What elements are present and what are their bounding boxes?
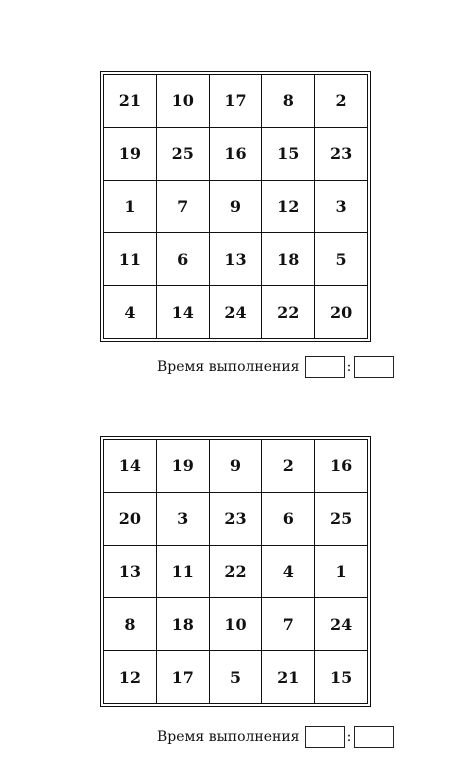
table-row xyxy=(104,286,368,339)
table-cell: 2 xyxy=(262,440,315,493)
table-cell: 21 xyxy=(262,651,315,704)
completion-time-label: Время выполнения xyxy=(157,359,300,375)
table-cell: 12 xyxy=(262,180,315,233)
table-cell: 6 xyxy=(262,492,315,545)
table-cell: 6 xyxy=(156,233,209,286)
table-cell: 19 xyxy=(156,440,209,493)
table-cell: 1 xyxy=(315,545,368,598)
completion-time-1 xyxy=(157,355,394,379)
table-cell: 9 xyxy=(209,180,262,233)
seconds-field[interactable] xyxy=(354,726,394,748)
table-cell: 5 xyxy=(209,651,262,704)
table-cell: 18 xyxy=(156,598,209,651)
table-cell: 5 xyxy=(315,233,368,286)
number-grid-2 xyxy=(103,439,368,704)
table-cell: 18 xyxy=(262,233,315,286)
time-separator: : xyxy=(346,359,352,375)
table-row xyxy=(104,651,368,704)
completion-time-label: Время выполнения xyxy=(157,729,300,745)
table-cell: 23 xyxy=(209,492,262,545)
table-cell: 11 xyxy=(104,233,157,286)
table-cell: 22 xyxy=(209,545,262,598)
table-cell: 24 xyxy=(315,598,368,651)
table-cell: 12 xyxy=(104,651,157,704)
table-cell: 15 xyxy=(315,651,368,704)
table-cell: 20 xyxy=(315,286,368,339)
table-row xyxy=(104,233,368,286)
table-cell: 4 xyxy=(104,286,157,339)
table-cell: 23 xyxy=(315,127,368,180)
table-cell: 16 xyxy=(315,440,368,493)
table-cell: 16 xyxy=(209,127,262,180)
table-cell: 21 xyxy=(104,75,157,128)
table-cell: 24 xyxy=(209,286,262,339)
table-cell: 17 xyxy=(209,75,262,128)
table-cell: 3 xyxy=(315,180,368,233)
table-cell: 7 xyxy=(262,598,315,651)
time-separator: : xyxy=(346,729,352,745)
table-cell: 25 xyxy=(315,492,368,545)
table-cell: 13 xyxy=(104,545,157,598)
seconds-field[interactable] xyxy=(354,356,394,378)
table-cell: 10 xyxy=(209,598,262,651)
table-row xyxy=(104,440,368,493)
schulte-table-2 xyxy=(100,436,371,707)
table-row xyxy=(104,180,368,233)
table-cell: 13 xyxy=(209,233,262,286)
table-cell: 10 xyxy=(156,75,209,128)
table-row xyxy=(104,127,368,180)
table-cell: 8 xyxy=(104,598,157,651)
completion-time-2 xyxy=(157,725,394,749)
table-cell: 14 xyxy=(104,440,157,493)
table-row xyxy=(104,545,368,598)
table-cell: 17 xyxy=(156,651,209,704)
table-cell: 1 xyxy=(104,180,157,233)
minutes-field[interactable] xyxy=(305,356,345,378)
table-row xyxy=(104,75,368,128)
number-grid-1 xyxy=(103,74,368,339)
table-cell: 20 xyxy=(104,492,157,545)
table-cell: 4 xyxy=(262,545,315,598)
table-cell: 22 xyxy=(262,286,315,339)
table-cell: 19 xyxy=(104,127,157,180)
schulte-table-1 xyxy=(100,71,371,342)
table-cell: 8 xyxy=(262,75,315,128)
table-cell: 25 xyxy=(156,127,209,180)
table-cell: 2 xyxy=(315,75,368,128)
minutes-field[interactable] xyxy=(305,726,345,748)
table-row xyxy=(104,492,368,545)
table-row xyxy=(104,598,368,651)
table-cell: 11 xyxy=(156,545,209,598)
table-cell: 3 xyxy=(156,492,209,545)
table-cell: 15 xyxy=(262,127,315,180)
table-cell: 14 xyxy=(156,286,209,339)
table-cell: 7 xyxy=(156,180,209,233)
table-cell: 9 xyxy=(209,440,262,493)
